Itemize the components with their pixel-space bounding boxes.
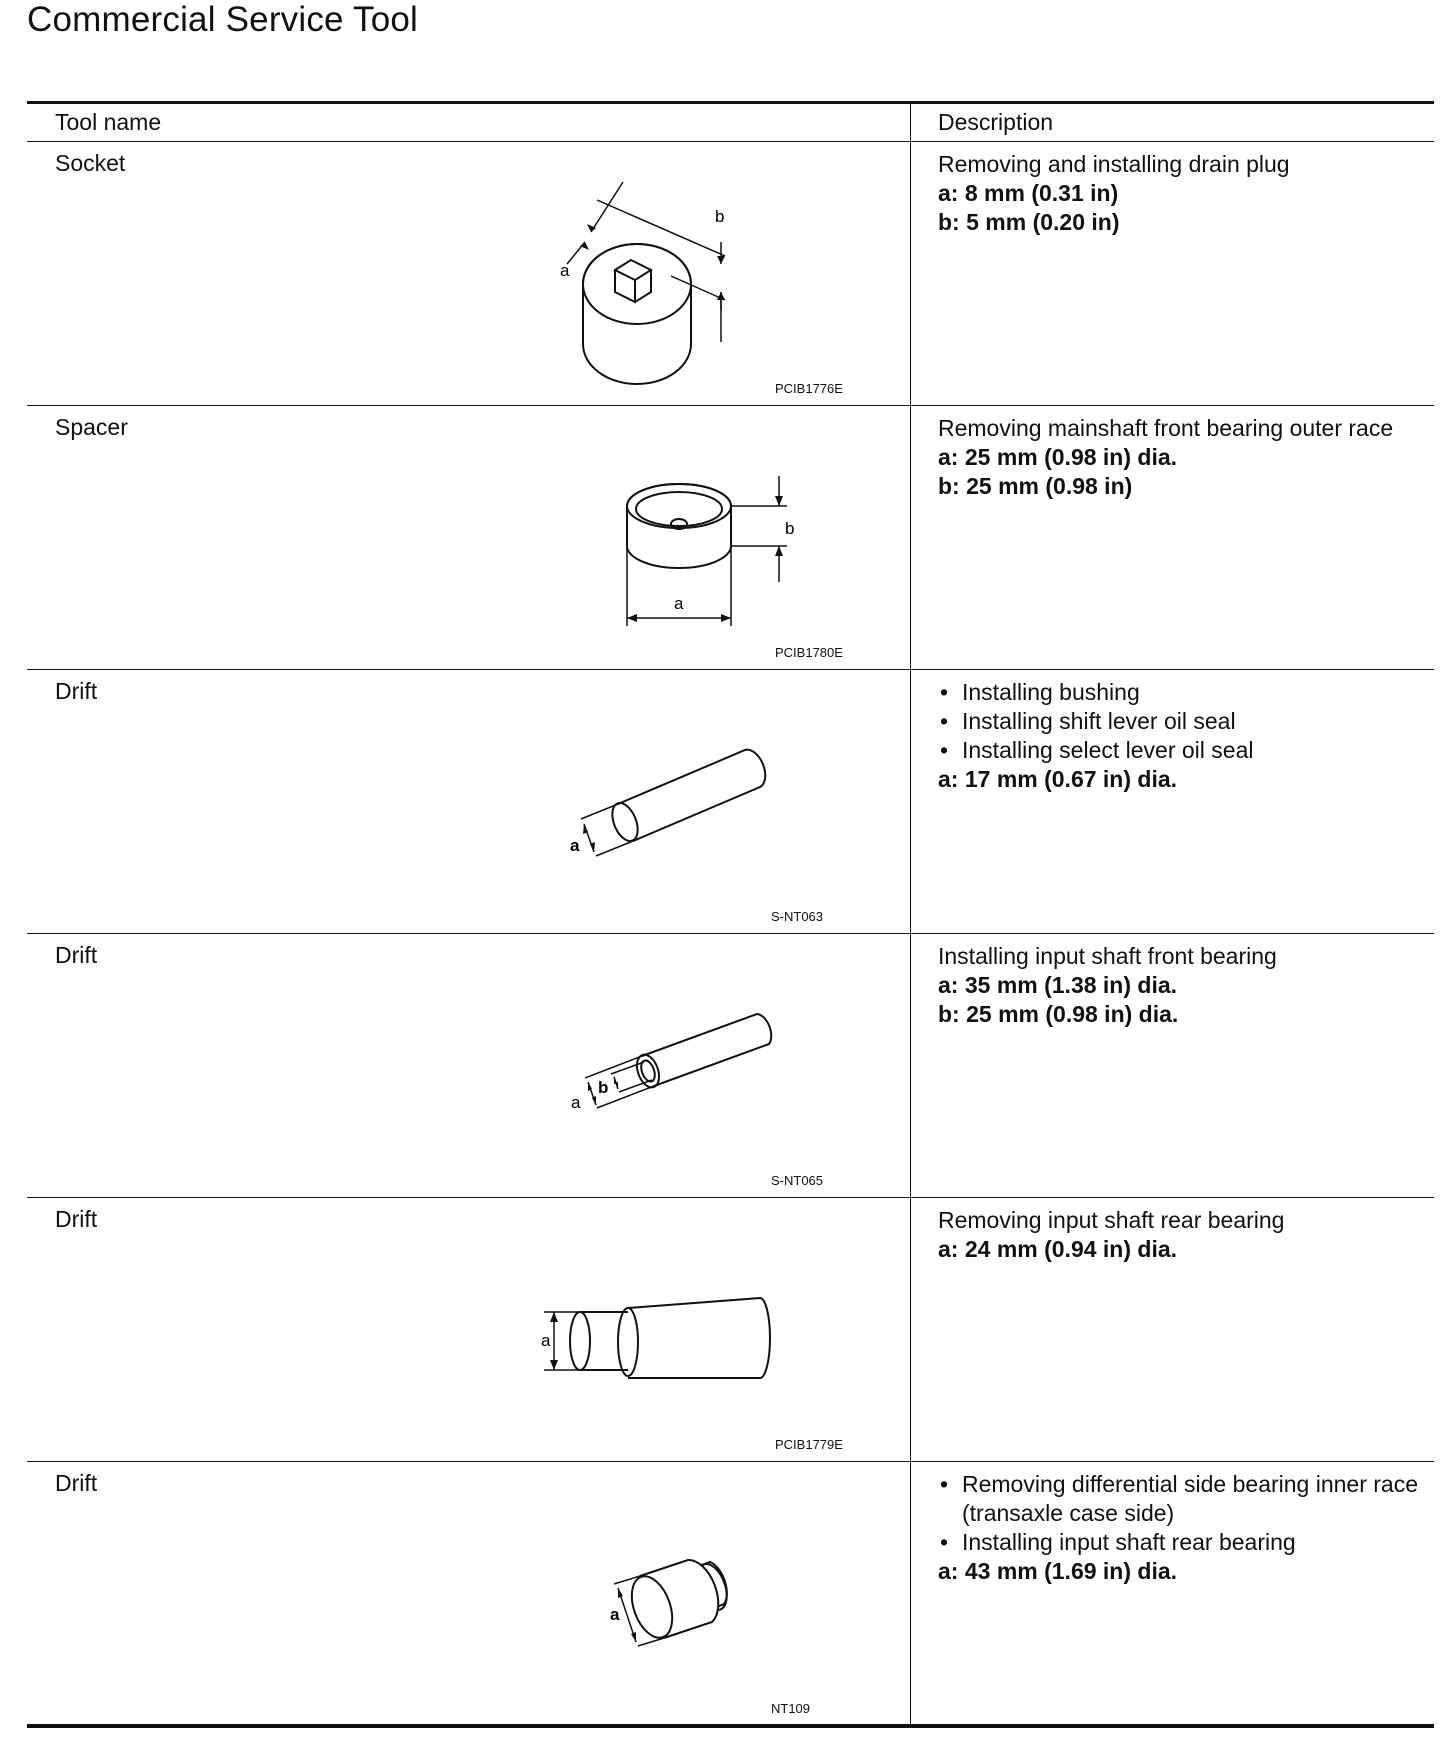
table-bottom-rule (27, 1724, 1434, 1728)
figure-id: PCIB1776E (775, 381, 843, 396)
drift-rod-illustration (567, 750, 807, 890)
table-row-drift-1 (27, 670, 1434, 933)
description (938, 942, 1418, 1029)
bullet-item: • Installing shift lever oil seal (940, 708, 1236, 734)
purpose-text: Removing input shaft rear bearing (938, 1207, 1285, 1233)
table-row-spacer (27, 406, 1434, 669)
purpose-text: Removing and installing drain plug (938, 151, 1290, 177)
table-row-drift-3 (27, 1198, 1434, 1461)
dimension-label-a: a (610, 1605, 620, 1624)
spec-b: b: 25 mm (0.98 in) (938, 473, 1133, 499)
table-row-drift-4 (27, 1462, 1434, 1725)
bullet-item: • Removing differential side bearing inner race (transaxle case side) (940, 1471, 1419, 1526)
drift-short-illustration (612, 1552, 782, 1682)
tool-name: Socket (55, 150, 126, 176)
spec-a: a: 8 mm (0.31 in) (938, 180, 1119, 206)
spec-a: a: 35 mm (1.38 in) dia. (938, 972, 1178, 998)
page-title: Commercial Service Tool (27, 0, 419, 39)
figure-id: S-NT065 (771, 1173, 824, 1188)
table-row-socket (27, 142, 1434, 405)
description (938, 414, 1418, 501)
dimension-label-b: b (785, 519, 795, 538)
dimension-label-a: a (541, 1331, 551, 1350)
tool-name: Drift (55, 1206, 98, 1232)
tool-name: Drift (55, 1470, 98, 1496)
figure-id: PCIB1780E (775, 645, 843, 660)
tool-name: Drift (55, 678, 98, 704)
dimension-label-a: a (674, 594, 684, 613)
dimension-label-a: a (570, 836, 580, 855)
purpose-text: Installing input shaft front bearing (938, 943, 1277, 969)
spec-a: a: 24 mm (0.94 in) dia. (938, 1236, 1178, 1262)
header-description: Description (938, 109, 1054, 135)
spec-a: a: 17 mm (0.67 in) dia. (938, 766, 1178, 792)
dimension-label-b: b (598, 1078, 609, 1097)
dimension-label-a: a (560, 261, 570, 280)
drift-stepped-illustration (542, 1298, 832, 1408)
bullet-item: • Installing bushing (940, 679, 1140, 705)
table-row-drift-2 (27, 934, 1434, 1197)
description (938, 150, 1418, 237)
dimension-label-b: b (715, 207, 725, 226)
spec-a: a: 25 mm (0.98 in) dia. (938, 444, 1178, 470)
spec-b: b: 25 mm (0.98 in) dia. (938, 1001, 1179, 1027)
spec-a: a: 43 mm (1.69 in) dia. (938, 1558, 1178, 1584)
table-top-rule (27, 101, 1434, 104)
header-tool-name: Tool name (55, 109, 162, 135)
spec-b: b: 5 mm (0.20 in) (938, 209, 1120, 235)
bullet-item: • Installing select lever oil seal (940, 737, 1254, 763)
spacer-illustration (627, 476, 857, 656)
description (938, 678, 1418, 794)
figure-id: PCIB1779E (775, 1437, 843, 1452)
description (938, 1470, 1418, 1586)
dimension-label-a: a (571, 1093, 581, 1112)
figure-id: NT109 (771, 1701, 811, 1716)
purpose-text: Removing mainshaft front bearing outer race (938, 415, 1394, 441)
bullet-item: • Installing input shaft rear bearing (940, 1529, 1296, 1555)
tool-name: Drift (55, 942, 98, 968)
tool-name: Spacer (55, 414, 128, 440)
drift-tube-illustration (557, 1014, 817, 1144)
socket-illustration (547, 182, 757, 382)
figure-id: S-NT063 (771, 909, 824, 924)
description (938, 1206, 1418, 1264)
